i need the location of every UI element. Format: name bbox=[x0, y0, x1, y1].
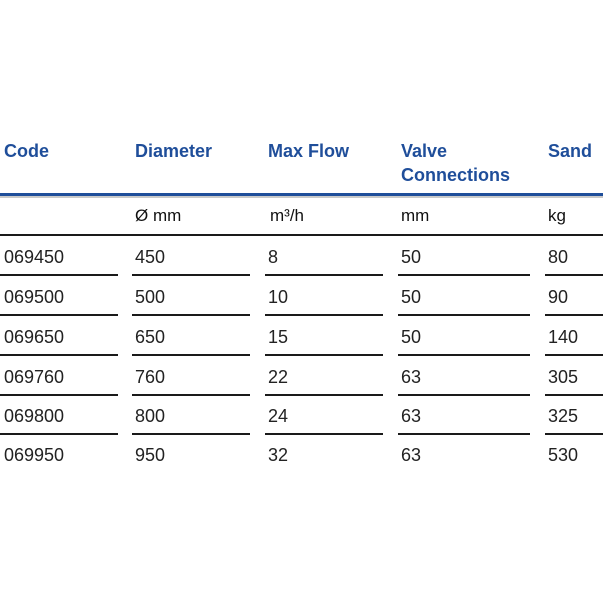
row5-rule-flow bbox=[265, 433, 383, 435]
row2-max-flow: 10 bbox=[268, 287, 289, 307]
row5-rule-sand bbox=[545, 433, 603, 435]
row6-diameter: 950 bbox=[135, 445, 166, 465]
row6-valve: 63 bbox=[401, 445, 422, 465]
row4-diameter: 760 bbox=[135, 367, 166, 387]
row1-diameter: 450 bbox=[135, 247, 166, 267]
row3-valve: 50 bbox=[401, 327, 422, 347]
row1-rule-code bbox=[0, 274, 118, 276]
row3-rule-sand bbox=[545, 354, 603, 356]
header-code: Code bbox=[4, 141, 49, 161]
row4-rule-sand bbox=[545, 394, 603, 396]
row3-max-flow: 15 bbox=[268, 327, 289, 347]
row6-code: 069950 bbox=[4, 445, 65, 465]
unit-sand: kg bbox=[548, 206, 566, 225]
row2-sand: 90 bbox=[548, 287, 569, 307]
row4-rule-flow bbox=[265, 394, 383, 396]
units-rule bbox=[0, 234, 603, 236]
header-diameter: Diameter bbox=[135, 141, 213, 161]
row4-valve: 63 bbox=[401, 367, 422, 387]
row1-max-flow: 8 bbox=[268, 247, 279, 267]
row3-rule-code bbox=[0, 354, 118, 356]
row4-max-flow: 22 bbox=[268, 367, 289, 387]
row4-rule-code bbox=[0, 394, 118, 396]
row2-rule-valve bbox=[398, 314, 530, 316]
unit-max-flow: m³/h bbox=[270, 206, 304, 225]
row2-rule-diameter bbox=[132, 314, 250, 316]
unit-valve: mm bbox=[401, 206, 430, 225]
row5-rule-diameter bbox=[132, 433, 250, 435]
row5-rule-code bbox=[0, 433, 118, 435]
row2-code: 069500 bbox=[4, 287, 65, 307]
header-rule-shadow bbox=[0, 196, 603, 198]
row2-diameter: 500 bbox=[135, 287, 166, 307]
row3-sand: 140 bbox=[548, 327, 579, 347]
row1-rule-flow bbox=[265, 274, 383, 276]
header-sand: Sand bbox=[548, 141, 593, 161]
row3-rule-flow bbox=[265, 354, 383, 356]
row3-rule-valve bbox=[398, 354, 530, 356]
row1-rule-diameter bbox=[132, 274, 250, 276]
row4-rule-diameter bbox=[132, 394, 250, 396]
row5-code: 069800 bbox=[4, 406, 65, 426]
row6-sand: 530 bbox=[548, 445, 579, 465]
header-valve-line1: Valve bbox=[401, 141, 448, 161]
row1-sand: 80 bbox=[548, 247, 569, 267]
row2-rule-sand bbox=[545, 314, 603, 316]
row5-sand: 325 bbox=[548, 406, 579, 426]
row6-max-flow: 32 bbox=[268, 445, 289, 465]
row5-valve: 63 bbox=[401, 406, 422, 426]
row1-rule-sand bbox=[545, 274, 603, 276]
row1-rule-valve bbox=[398, 274, 530, 276]
row3-rule-diameter bbox=[132, 354, 250, 356]
row3-code: 069650 bbox=[4, 327, 65, 347]
row1-valve: 50 bbox=[401, 247, 422, 267]
row2-valve: 50 bbox=[401, 287, 422, 307]
row2-rule-code bbox=[0, 314, 118, 316]
row4-rule-valve bbox=[398, 394, 530, 396]
header-max-flow: Max Flow bbox=[268, 141, 350, 161]
header-valve-line2: Connections bbox=[401, 165, 511, 185]
row4-code: 069760 bbox=[4, 367, 65, 387]
row5-max-flow: 24 bbox=[268, 406, 289, 426]
row5-rule-valve bbox=[398, 433, 530, 435]
row4-sand: 305 bbox=[548, 367, 579, 387]
row3-diameter: 650 bbox=[135, 327, 166, 347]
row2-rule-flow bbox=[265, 314, 383, 316]
row5-diameter: 800 bbox=[135, 406, 166, 426]
row1-code: 069450 bbox=[4, 247, 65, 267]
unit-diameter: Ø mm bbox=[135, 206, 182, 225]
